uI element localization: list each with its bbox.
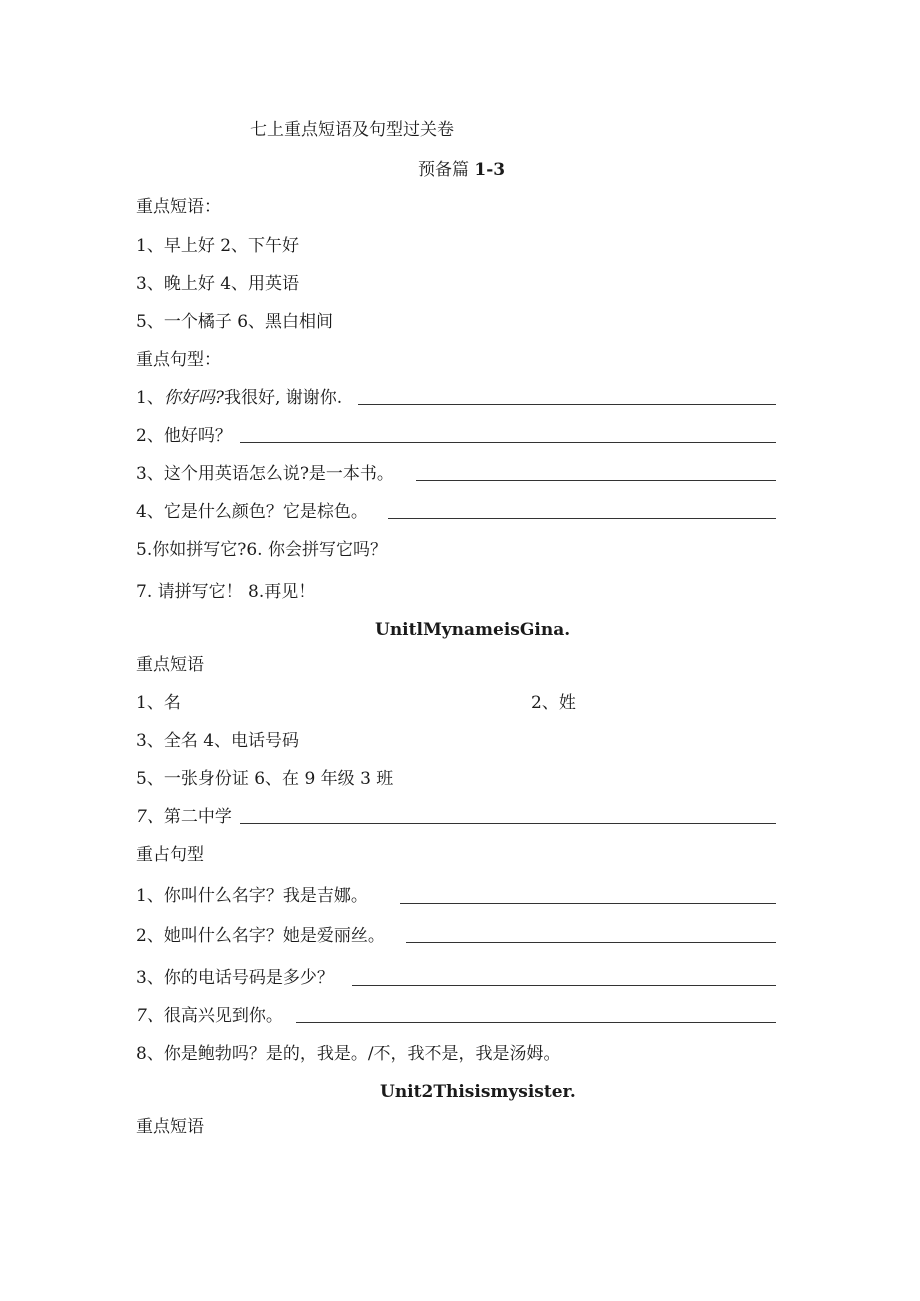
unit1-s7-text: 很高兴见到你。 (163, 1006, 283, 1026)
prep-phrase-line-2: 3、晚上好 4、用英语 (136, 274, 300, 294)
prep-sentence-2: 2、他好吗？ (136, 426, 232, 446)
unit1-phrase-1: 1、名 (136, 693, 181, 713)
unit1-p7-num: 7、 (136, 807, 164, 827)
unit1-phrase-3: 3、全名 4、电话号码 (136, 731, 300, 751)
unit1-sentence-2: 2、她叫什么名字？她是爱丽丝。 (136, 926, 385, 946)
answer-line[interactable] (240, 442, 776, 443)
answer-line[interactable] (352, 985, 776, 986)
unit1-phrases-label: 重点短语 (136, 655, 204, 675)
unit1-sentence-7 (136, 1006, 283, 1026)
unit1-sentence-1: 1、你叫什么名字？我是吉娜。 (136, 886, 368, 906)
unit1-s7-num: 7、 (136, 1006, 164, 1026)
prep-heading (418, 160, 505, 180)
unit1-sentences-label: 重占句型 (136, 845, 204, 865)
prep-sentence-4: 4、它是什么颜色？它是棕色。 (136, 502, 368, 522)
prep-s1-num: 1、 (136, 388, 164, 408)
prep-heading-num: 1-3 (474, 160, 506, 180)
unit2-phrases-label: 重点短语 (136, 1117, 204, 1137)
answer-line[interactable] (296, 1022, 776, 1023)
unit1-sentence-3: 3、你的电话号码是多少？ (136, 968, 334, 988)
prep-sentence-1 (136, 388, 342, 408)
prep-heading-cn: 预备篇 (418, 160, 469, 180)
prep-sentences-label: 重点句型： (136, 350, 221, 370)
prep-sentence-3: 3、这个用英语怎么说?是一本书。 (136, 464, 394, 484)
answer-line[interactable] (400, 903, 776, 904)
unit2-title: Unit2Thisismysister. (380, 1082, 576, 1102)
prep-s1-italic: 你好吗? (163, 388, 224, 408)
unit1-phrase-2: 2、姓 (531, 693, 576, 713)
prep-s1-rest: 我很好, 谢谢你. (223, 388, 343, 408)
answer-line[interactable] (240, 823, 776, 824)
prep-sentence-5: 5.你如拼写它?6. 你会拼写它吗？ (136, 540, 387, 560)
prep-phrase-line-1: 1、早上好 2、下午好 (136, 236, 300, 256)
unit1-title: UnitlMynameisGina. (375, 620, 571, 640)
prep-phrase-line-3: 5、一个橘子 6、黑白相间 (136, 312, 334, 332)
answer-line[interactable] (358, 404, 776, 405)
unit1-phrase-5: 5、一张身份证 6、在 9 年级 3 班 (136, 769, 394, 789)
answer-line[interactable] (388, 518, 776, 519)
unit1-p7-text: 第二中学 (163, 807, 232, 827)
unit1-phrase-7 (136, 807, 232, 827)
prep-sentence-7: 7. 请拼写它！ 8.再见！ (136, 582, 316, 602)
answer-line[interactable] (416, 480, 776, 481)
answer-line[interactable] (406, 942, 776, 943)
page-title: 七上重点短语及句型过关卷 (250, 120, 454, 140)
prep-phrases-label: 重点短语： (136, 197, 221, 217)
unit1-sentence-8: 8、你是鲍勃吗？是的，我是。/不，我不是，我是汤姆。 (136, 1044, 561, 1064)
